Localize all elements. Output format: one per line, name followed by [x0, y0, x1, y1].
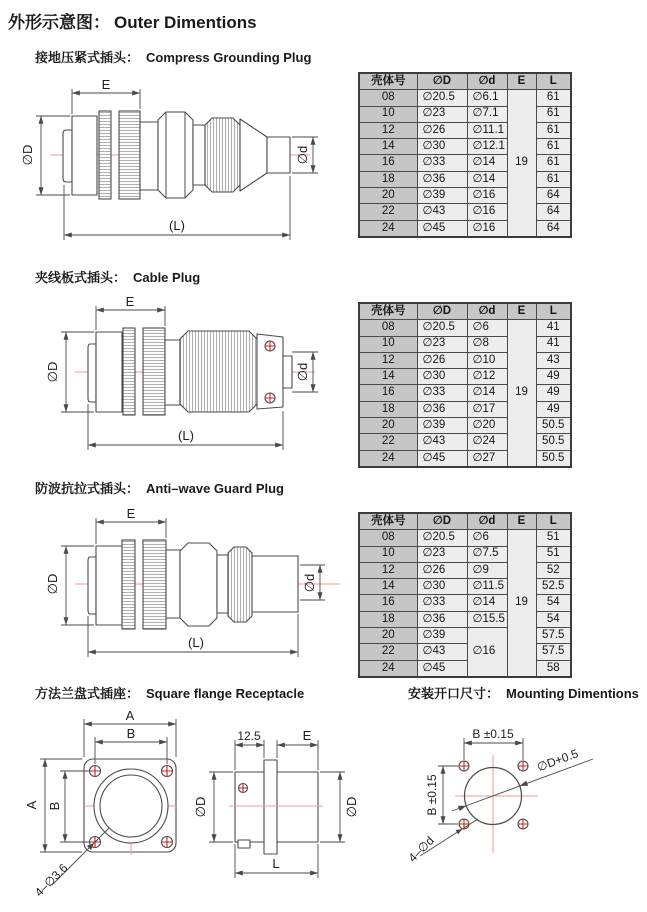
table-cell: ∅20.5 [417, 530, 467, 546]
table-cell: 57.5 [536, 628, 571, 644]
table-cell: 50.5 [536, 418, 571, 434]
table-row [359, 320, 571, 336]
dim-label-E: E [126, 506, 136, 521]
table-cell: ∅11.1 [467, 122, 507, 138]
table-row [359, 579, 571, 595]
table-cell: ∅11.5 [467, 579, 507, 595]
table-cell: 24 [359, 450, 417, 467]
table-header-cell: ∅d [467, 513, 507, 530]
table-cell: 51 [536, 530, 571, 546]
table-cell: 19 [507, 320, 536, 467]
table-cell: 20 [359, 188, 417, 204]
table-cell: ∅26 [417, 352, 467, 368]
table-cell: 64 [536, 220, 571, 237]
dim-label-L: L [272, 856, 280, 871]
table-cell: ∅14 [467, 595, 507, 611]
plug-body-outline [63, 111, 290, 199]
table-cell: ∅16 [467, 628, 507, 677]
clamp-screw-bottom [265, 393, 276, 404]
table-cell: ∅36 [417, 401, 467, 417]
table-row [359, 106, 571, 122]
compress-grounding-plug-drawing [20, 75, 330, 247]
clamp-screw-top [265, 341, 276, 352]
table-cell: ∅14 [467, 171, 507, 187]
table-header-row [359, 513, 571, 530]
dim-Od [300, 565, 325, 600]
table-header-cell: L [536, 73, 571, 90]
table-cell: 49 [536, 385, 571, 401]
section-heading-square-flange-receptacle [35, 683, 304, 702]
table-cell: 16 [359, 385, 417, 401]
table-row [359, 546, 571, 562]
table-cell: ∅16 [467, 188, 507, 204]
table-cell: ∅23 [417, 546, 467, 562]
table-cell: 58 [536, 660, 571, 677]
mounting-dimensions-drawing [388, 702, 638, 902]
table-cell: 10 [359, 106, 417, 122]
dim-label-E: E [125, 294, 135, 309]
table-cell: ∅14 [467, 155, 507, 171]
table-cell: 61 [536, 90, 571, 106]
dim-B-top [95, 726, 167, 764]
table-header-row [359, 73, 571, 90]
table-cell: ∅45 [417, 220, 467, 237]
table-header-cell: ∅d [467, 303, 507, 320]
table-cell: 08 [359, 320, 417, 336]
table-cell: 20 [359, 418, 417, 434]
table-row [359, 562, 571, 578]
table-cell: ∅6 [467, 320, 507, 336]
table-cell: 12 [359, 122, 417, 138]
dim-offset-12-5 [235, 729, 264, 770]
table-cell: 51 [536, 546, 571, 562]
table-cell: ∅30 [417, 579, 467, 595]
table-row [359, 139, 571, 155]
section-heading-compress-grounding-plug [35, 47, 311, 66]
table-cell: ∅27 [467, 450, 507, 467]
heading-en: Cable Plug [133, 270, 201, 285]
table-cell: 54 [536, 611, 571, 627]
table-row [359, 595, 571, 611]
table-cell: ∅36 [417, 171, 467, 187]
table-cell: 08 [359, 530, 417, 546]
dim-B-left [425, 766, 458, 824]
table-cell: 24 [359, 660, 417, 677]
table-row [359, 660, 571, 677]
section-heading-mounting-dimentions [408, 683, 639, 702]
table-cell: 64 [536, 204, 571, 220]
table-row [359, 611, 571, 627]
table-row [359, 336, 571, 352]
table-cell: 16 [359, 595, 417, 611]
dim-label-L: (L) [169, 218, 185, 233]
page-title-en: Outer Dimentions [114, 13, 257, 32]
table-header-cell: E [507, 513, 536, 530]
table-cell: 52.5 [536, 579, 571, 595]
dim-label-offset: 12.5 [237, 729, 261, 743]
cutout-diameter-label: ∅D+0.5 [535, 746, 581, 775]
table-row [359, 204, 571, 220]
table-cell: ∅14 [467, 385, 507, 401]
table-cell: 22 [359, 644, 417, 660]
table-cell: 08 [359, 90, 417, 106]
dim-OD [45, 546, 94, 625]
table-cell: ∅20.5 [417, 320, 467, 336]
plug-body-outline [88, 328, 292, 415]
side-screw [238, 783, 248, 793]
table-header-cell: L [536, 303, 571, 320]
table-row [359, 434, 571, 450]
heading-zh: 方法兰盘式插座： [35, 686, 140, 701]
dim-label-E: E [302, 728, 312, 743]
dim-Od [292, 137, 318, 173]
dim-label-OD: ∅D [45, 573, 60, 595]
dim-label-Od: ∅d [295, 145, 310, 165]
table-cell: ∅23 [417, 106, 467, 122]
cable-plug-table [358, 302, 572, 468]
table-cell: 49 [536, 401, 571, 417]
heading-zh: 安装开口尺寸： [408, 686, 500, 701]
table-cell: 18 [359, 401, 417, 417]
table-cell: 14 [359, 579, 417, 595]
table-header-cell: ∅d [467, 73, 507, 90]
table-cell: ∅16 [467, 220, 507, 237]
table-cell: 61 [536, 171, 571, 187]
table-cell: 12 [359, 352, 417, 368]
dim-E [72, 77, 140, 114]
table-header-row [359, 303, 571, 320]
table-cell: ∅20 [467, 418, 507, 434]
table-cell: 19 [507, 90, 536, 237]
table-cell: ∅16 [467, 204, 507, 220]
table-cell: 12 [359, 562, 417, 578]
dim-OD-left [193, 772, 233, 842]
table-cell: ∅12.1 [467, 139, 507, 155]
square-flange-front-view [20, 703, 200, 910]
anti-wave-guard-plug-table [358, 512, 572, 678]
heading-zh: 防波抗拉式插头： [35, 481, 140, 496]
table-cell: ∅7.5 [467, 546, 507, 562]
table-cell: ∅23 [417, 336, 467, 352]
table-cell: 41 [536, 320, 571, 336]
table-row [359, 155, 571, 171]
table-row [359, 418, 571, 434]
dim-label-OD: ∅D [344, 796, 359, 818]
table-cell: 14 [359, 139, 417, 155]
table-cell: ∅33 [417, 385, 467, 401]
table-row [359, 450, 571, 467]
table-cell: ∅6.1 [467, 90, 507, 106]
table-cell: 18 [359, 611, 417, 627]
table-row [359, 628, 571, 644]
table-cell: ∅9 [467, 562, 507, 578]
hole-callout-label: 4–∅3.6 [31, 860, 71, 900]
table-cell: 43 [536, 352, 571, 368]
table-cell: ∅39 [417, 188, 467, 204]
heading-en: Compress Grounding Plug [146, 50, 312, 65]
hole-callout [405, 819, 478, 865]
hole-callout-label: 4–∅d [405, 833, 437, 865]
table-header-cell: ∅D [417, 513, 467, 530]
dim-label-L: (L) [178, 428, 194, 443]
dim-B-left [47, 771, 89, 842]
table-cell: 19 [507, 530, 536, 677]
table-row [359, 401, 571, 417]
table-cell: 10 [359, 546, 417, 562]
dim-label-B: B [47, 801, 62, 811]
table-cell: 18 [359, 171, 417, 187]
table-cell: ∅36 [417, 611, 467, 627]
table-row [359, 369, 571, 385]
table-row [359, 220, 571, 237]
anti-wave-guard-plug-drawing [20, 495, 350, 670]
compress-grounding-plug-table [358, 72, 572, 238]
dim-label-B-left: B ±0.15 [425, 774, 439, 816]
table-row [359, 530, 571, 546]
heading-zh: 夹线板式插头： [35, 270, 127, 285]
heading-en: Anti–wave Guard Plug [146, 481, 284, 496]
table-cell: 22 [359, 204, 417, 220]
table-header-cell: E [507, 73, 536, 90]
table-header-cell: L [536, 513, 571, 530]
plug-body-outline [88, 540, 298, 629]
table-cell: 41 [536, 336, 571, 352]
table-row [359, 644, 571, 660]
table-cell: ∅6 [467, 530, 507, 546]
table-cell: 61 [536, 139, 571, 155]
table-cell: 52 [536, 562, 571, 578]
heading-en: Square flange Receptacle [146, 686, 305, 701]
dim-label-OD: ∅D [45, 361, 60, 383]
section-heading-cable-plug [35, 267, 200, 286]
table-header-cell: ∅D [417, 303, 467, 320]
table-cell: ∅20.5 [417, 90, 467, 106]
dim-OD-right [320, 772, 359, 842]
table-cell: ∅45 [417, 660, 467, 677]
dim-label-Od: ∅d [302, 573, 317, 593]
table-row [359, 385, 571, 401]
table-cell: 24 [359, 220, 417, 237]
table-cell: ∅33 [417, 595, 467, 611]
heading-zh: 接地压紧式插头： [35, 50, 140, 65]
table-cell: 22 [359, 434, 417, 450]
table-cell: 50.5 [536, 434, 571, 450]
page-title-zh: 外形示意图： [8, 13, 110, 32]
table-cell: ∅45 [417, 450, 467, 467]
table-row [359, 188, 571, 204]
heading-en: Mounting Dimentions [506, 686, 639, 701]
table-row [359, 171, 571, 187]
table-cell: ∅33 [417, 155, 467, 171]
table-cell: ∅43 [417, 434, 467, 450]
table-cell: ∅39 [417, 628, 467, 644]
dim-label-B: B [126, 726, 136, 741]
table-header-cell: 壳体号 [359, 73, 417, 90]
cutout-diameter-callout [452, 746, 593, 811]
dim-label-OD: ∅D [193, 796, 208, 818]
dim-label-B-top: B ±0.15 [472, 727, 514, 741]
table-cell: ∅30 [417, 369, 467, 385]
table-cell: 54 [536, 595, 571, 611]
dim-E [277, 728, 318, 770]
table-cell: ∅43 [417, 644, 467, 660]
dim-label-Od: ∅d [295, 362, 310, 382]
table-cell: 61 [536, 106, 571, 122]
table-cell: 20 [359, 628, 417, 644]
table-cell: ∅7.1 [467, 106, 507, 122]
table-row [359, 90, 571, 106]
table-cell: ∅17 [467, 401, 507, 417]
table-cell: ∅26 [417, 122, 467, 138]
table-cell: ∅24 [467, 434, 507, 450]
table-header-cell: E [507, 303, 536, 320]
square-flange-side-view [193, 702, 363, 902]
dim-label-OD: ∅D [20, 144, 35, 166]
dim-E [96, 294, 165, 330]
table-cell: ∅10 [467, 352, 507, 368]
table-cell: 49 [536, 369, 571, 385]
table-cell: 61 [536, 155, 571, 171]
table-cell: 57.5 [536, 644, 571, 660]
table-cell: 14 [359, 369, 417, 385]
table-cell: 61 [536, 122, 571, 138]
table-row [359, 122, 571, 138]
table-cell: ∅43 [417, 204, 467, 220]
receptacle-body [235, 760, 318, 854]
dim-E [96, 506, 166, 544]
dim-label-A: A [125, 708, 135, 723]
table-cell: 64 [536, 188, 571, 204]
table-cell: ∅12 [467, 369, 507, 385]
table-header-cell: ∅D [417, 73, 467, 90]
table-cell: ∅15.5 [467, 611, 507, 627]
table-header-cell: 壳体号 [359, 303, 417, 320]
table-cell: 10 [359, 336, 417, 352]
cable-plug-drawing [20, 290, 330, 465]
table-cell: ∅39 [417, 418, 467, 434]
dim-label-L: (L) [188, 635, 204, 650]
table-cell: 16 [359, 155, 417, 171]
dim-label-A: A [24, 800, 39, 810]
table-row [359, 352, 571, 368]
table-cell: ∅26 [417, 562, 467, 578]
page-title [8, 8, 257, 33]
table-cell: ∅30 [417, 139, 467, 155]
table-cell: 50.5 [536, 450, 571, 467]
table-cell: ∅8 [467, 336, 507, 352]
table-header-cell: 壳体号 [359, 513, 417, 530]
dim-label-E: E [101, 77, 111, 92]
